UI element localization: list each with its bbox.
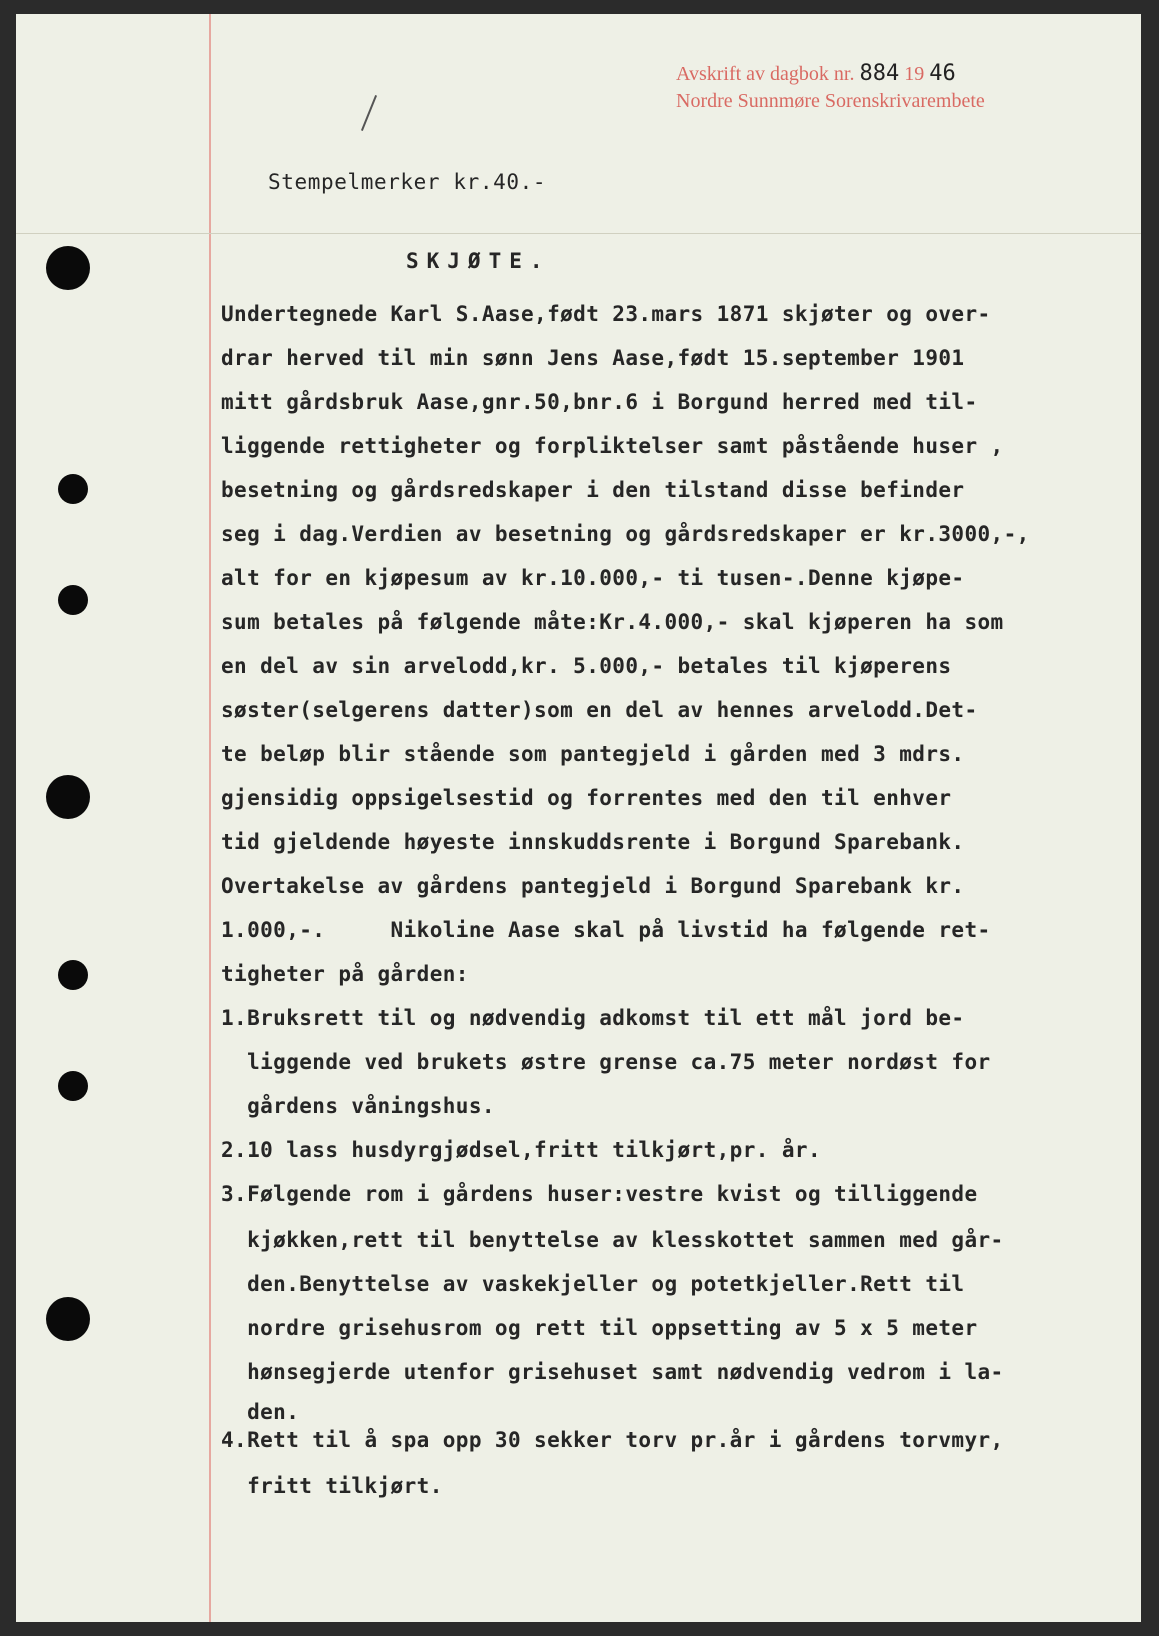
text-line: hønsegjerde utenfor grisehuset samt nødvendig vedrom i la-	[221, 1360, 1004, 1384]
text-line: 4.Rett til å spa opp 30 sekker torv pr.år i gårdens torvmyr,	[221, 1428, 1004, 1452]
document-title: SKJØTE.	[406, 249, 551, 273]
stamp-label: Avskrift av dagbok nr.	[676, 63, 855, 85]
punch-hole	[46, 1297, 90, 1341]
registry-stamp	[676, 60, 985, 115]
text-line: liggende ved brukets østre grense ca.75 meter nordøst for	[221, 1050, 991, 1074]
text-line: Undertegnede Karl S.Aase,født 23.mars 1871 skjøter og over-	[221, 302, 991, 326]
text-line: Overtakelse av gårdens pantegjeld i Borgund Sparebank kr.	[221, 874, 965, 898]
document-page	[16, 14, 1141, 1622]
pen-mark	[361, 95, 377, 131]
text-line: en del av sin arvelodd,kr. 5.000,- betales til kjøperens	[221, 654, 952, 678]
stamp-year-suffix: 46	[929, 61, 956, 86]
punch-hole	[46, 775, 90, 819]
text-line: kjøkken,rett til benyttelse av klesskottet sammen med går-	[221, 1228, 1004, 1252]
text-line: tid gjeldende høyeste innskuddsrente i Borgund Sparebank.	[221, 830, 965, 854]
text-line: 2.10 lass husdyrgjødsel,fritt tilkjørt,pr. år.	[221, 1138, 821, 1162]
header-rule	[16, 233, 1141, 234]
margin-line	[209, 14, 211, 1622]
text-line: fritt tilkjørt.	[221, 1474, 443, 1498]
text-line: den.Benyttelse av vaskekjeller og potetkjeller.Rett til	[221, 1272, 965, 1296]
text-line: alt for en kjøpesum av kr.10.000,- ti tusen-.Denne kjøpe-	[221, 566, 965, 590]
text-line: 1.Bruksrett til og nødvendig adkomst til ett mål jord be-	[221, 1006, 965, 1030]
text-line: søster(selgerens datter)som en del av hennes arvelodd.Det-	[221, 698, 978, 722]
text-line: sum betales på følgende måte:Kr.4.000,- skal kjøperen ha som	[221, 610, 1004, 634]
text-line: te beløp blir stående som pantegjeld i gården med 3 mdrs.	[221, 742, 965, 766]
punch-hole	[58, 960, 88, 990]
text-line: gjensidig oppsigelsestid og forrentes med den til enhver	[221, 786, 952, 810]
punch-hole	[58, 1071, 88, 1101]
stamp-line-1	[676, 60, 985, 88]
punch-hole	[46, 246, 90, 290]
text-line: drar herved til min sønn Jens Aase,født 15.september 1901	[221, 346, 965, 370]
text-line: mitt gårdsbruk Aase,gnr.50,bnr.6 i Borgund herred med til-	[221, 390, 978, 414]
punch-hole	[58, 585, 88, 615]
stamp-year-prefix: 19	[904, 63, 925, 85]
text-line: nordre grisehusrom og rett til oppsetting av 5 x 5 meter	[221, 1316, 978, 1340]
text-line: liggende rettigheter og forpliktelser samt påstående huser ,	[221, 434, 1004, 458]
stamp-office: Nordre Sunnmøre Sorenskrivarembete	[676, 90, 985, 112]
text-line: gårdens våningshus.	[221, 1094, 495, 1118]
stamp-number: 884	[859, 61, 900, 86]
text-line: besetning og gårdsredskaper i den tilstand disse befinder	[221, 478, 965, 502]
text-line: den.	[221, 1400, 300, 1424]
text-line: seg i dag.Verdien av besetning og gårdsredskaper er kr.3000,-,	[221, 522, 1030, 546]
text-line: 3.Følgende rom i gårdens huser:vestre kvist og tilliggende	[221, 1182, 978, 1206]
text-line: 1.000,-. Nikoline Aase skal på livstid ha følgende ret-	[221, 918, 991, 942]
text-line: tigheter på gården:	[221, 962, 469, 986]
punch-hole	[58, 474, 88, 504]
stamp-duty-text: Stempelmerker kr.40.-	[268, 170, 547, 194]
